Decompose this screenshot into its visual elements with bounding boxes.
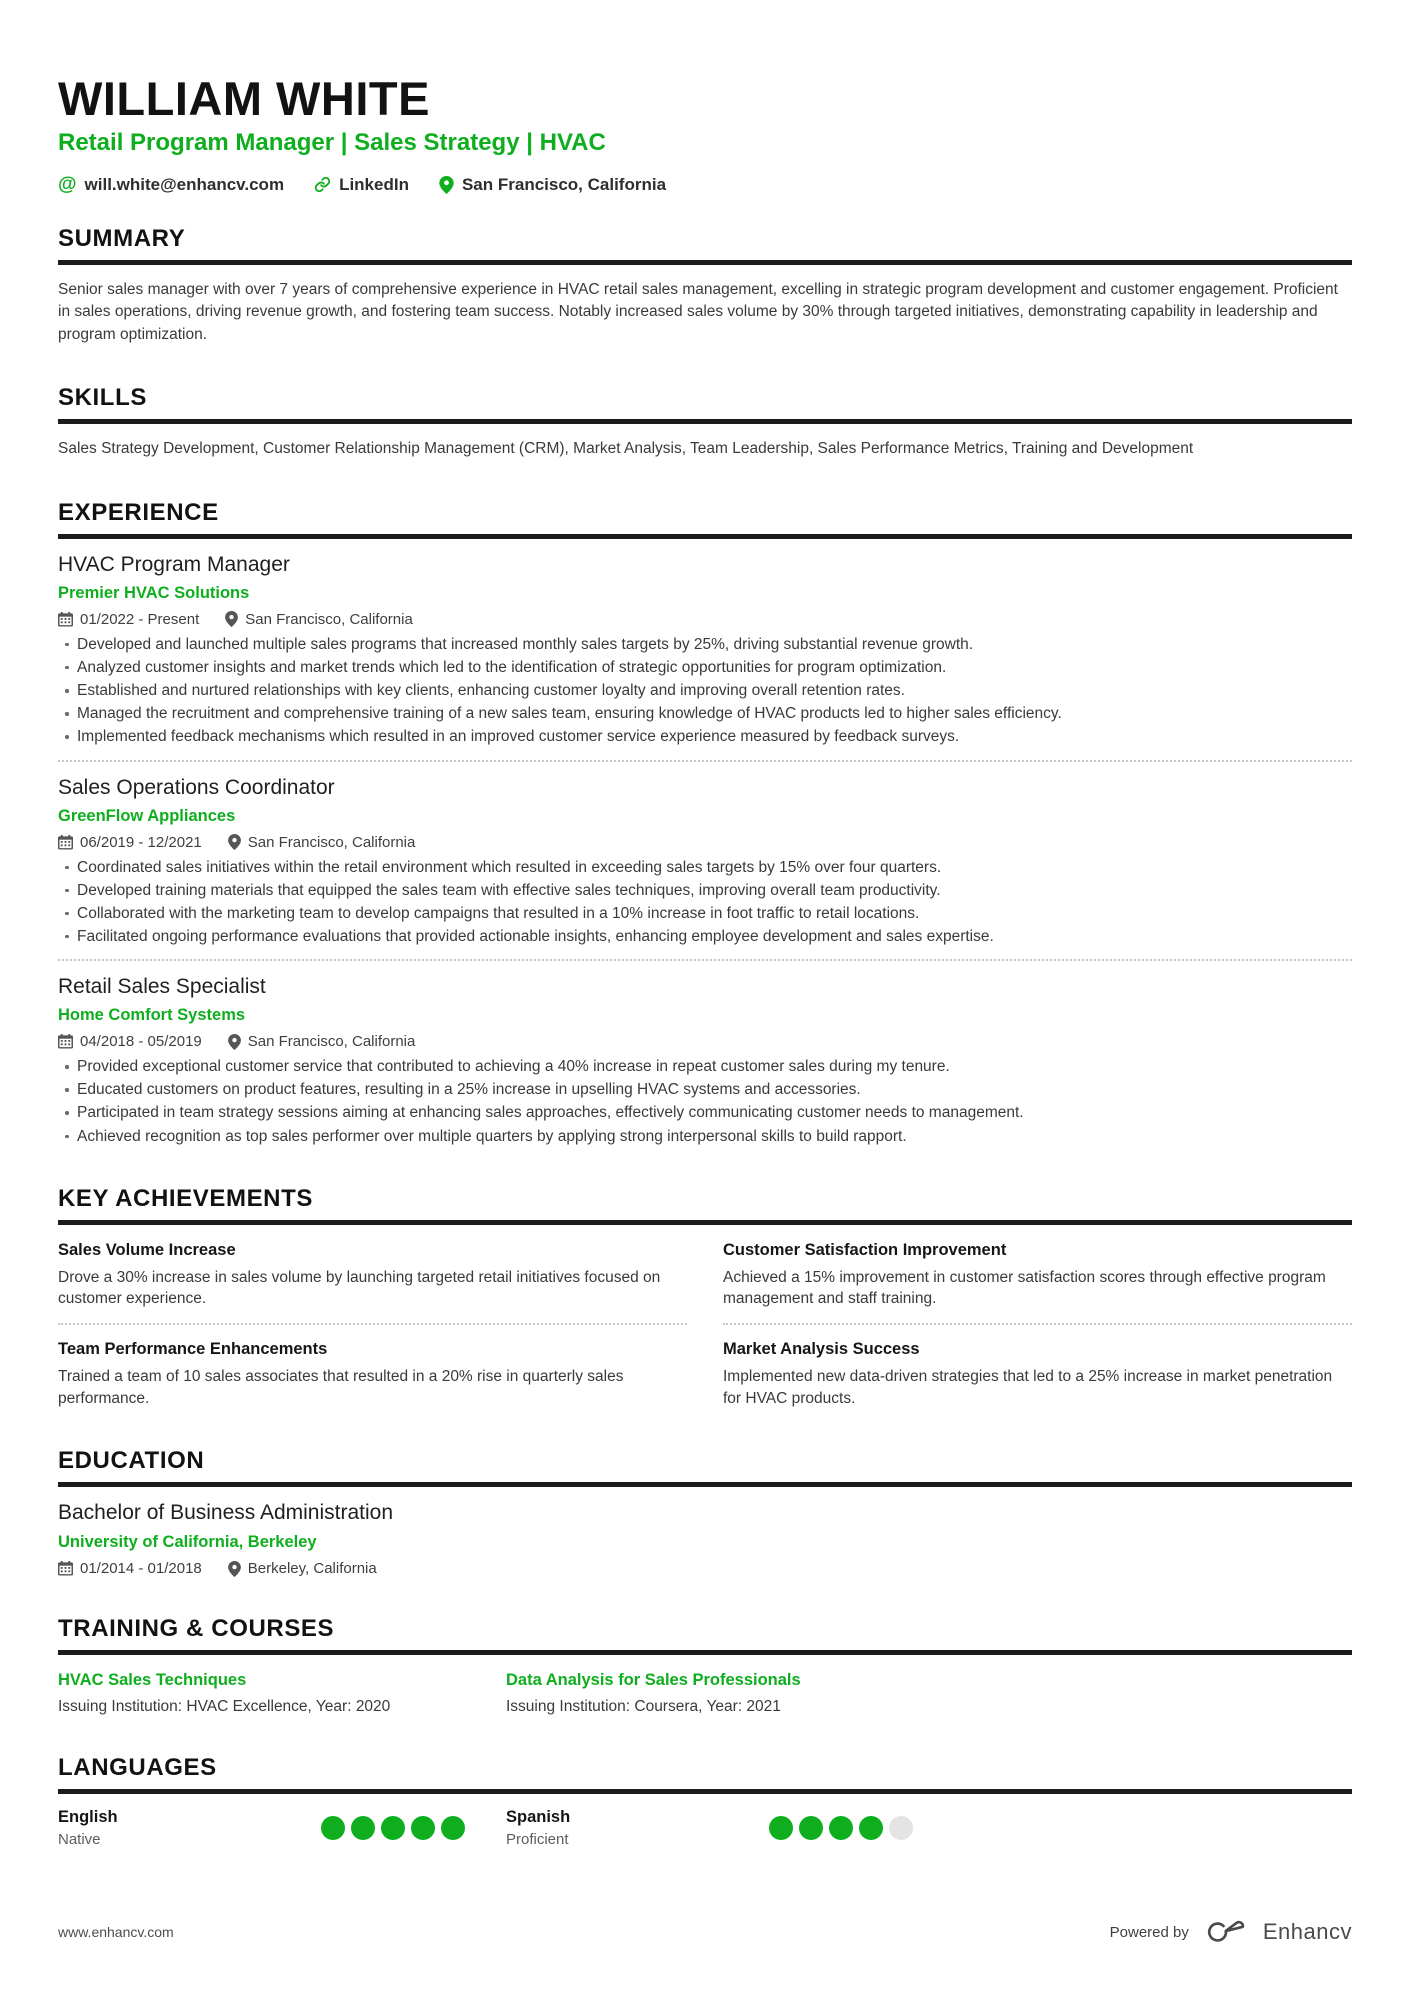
- candidate-headline: Retail Program Manager | Sales Strategy | HVAC: [58, 129, 606, 157]
- section-rule: [58, 534, 1352, 539]
- rating-dot-filled: [441, 1816, 465, 1840]
- education-section: [58, 1447, 1352, 1577]
- job-dates: [58, 611, 199, 628]
- job-dates-text: 04/2018 - 05/2019: [80, 1033, 202, 1051]
- education-location-text: Berkeley, California: [247, 1560, 377, 1578]
- location-text: San Francisco, California: [461, 174, 667, 194]
- summary-section: [58, 225, 1352, 346]
- page-footer: [58, 1917, 1352, 1947]
- rating-dot-filled: [351, 1816, 375, 1840]
- rating-dot-filled: [829, 1816, 853, 1840]
- job-meta-row: [58, 1033, 1352, 1050]
- job-location: [225, 611, 413, 628]
- powered-by-label: Powered by: [1109, 1923, 1189, 1941]
- training-grid: [58, 1669, 1352, 1716]
- summary-text: Senior sales manager with over 7 years of comprehensive experience in HVAC retail sales management, excelling in strategic program development and customer engagement. Proficient in sales operations, driving revenue growth, and fostering team success. Notably increased sales volume by 30% through targeted initiatives, demonstrating capability in leadership and program optimization.: [58, 280, 1338, 343]
- section-rule: [58, 1789, 1352, 1794]
- section-rule: [58, 1482, 1352, 1487]
- job-bullet: Analyzed customer insights and market trends which led to the identification of strategic opportunities for program optimization.: [58, 658, 1352, 678]
- company-name: Premier HVAC Solutions: [58, 583, 250, 602]
- course-item: [506, 1669, 954, 1716]
- education-dates-text: 01/2014 - 01/2018: [80, 1560, 202, 1578]
- job-location: [228, 834, 416, 851]
- education-dates: [58, 1560, 202, 1577]
- section-rule: [58, 1220, 1352, 1225]
- course-item: [58, 1669, 506, 1716]
- job-divider: [58, 959, 1352, 961]
- achievement-text: Implemented new data-driven strategies that led to a 25% increase in market penetration for HVAC products.: [723, 1368, 1333, 1407]
- link-icon: [314, 176, 331, 193]
- achievement-divider: [58, 1323, 687, 1325]
- calendar-icon: [58, 835, 73, 850]
- job-bullet: Implemented feedback mechanisms which resulted in an improved customer service experience measured by feedback surveys.: [58, 727, 1352, 747]
- experience-entry: [58, 776, 1352, 948]
- job-bullet: Participated in team strategy sessions aiming at enhancing sales approaches, effectively communicating customer needs to management.: [58, 1103, 1352, 1123]
- enhancv-brand-text: Enhancv: [1262, 1919, 1352, 1944]
- achievement-title: Team Performance Enhancements: [58, 1340, 328, 1359]
- job-title: HVAC Program Manager: [58, 552, 290, 576]
- enhancv-logo-icon: [1203, 1917, 1249, 1947]
- achievement-text: Achieved a 15% improvement in customer satisfaction scores through effective program management and staff training.: [723, 1268, 1326, 1308]
- section-rule: [58, 1650, 1352, 1655]
- achievement-text: Trained a team of 10 sales associates that resulted in a 20% rise in quarterly sales performance.: [58, 1368, 624, 1407]
- achievement-title: Sales Volume Increase: [58, 1240, 236, 1259]
- job-bullet: Established and nurtured relationships with key clients, enhancing customer loyalty and improving overall retention rates.: [58, 681, 1352, 701]
- location-pin-icon: [228, 1561, 241, 1577]
- experience-entry: [58, 975, 1352, 1147]
- achievements-section: [58, 1185, 1352, 1410]
- experience-entry: [58, 553, 1352, 748]
- course-title: HVAC Sales Techniques: [58, 1671, 247, 1690]
- achievement-item: [723, 1241, 1352, 1310]
- job-bullet: Coordinated sales initiatives within the retail environment which resulted in exceeding sales targets by 15% over four quarters.: [58, 858, 1352, 878]
- enhancv-site-link[interactable]: www.enhancv.com: [58, 1924, 174, 1940]
- job-bullet: Achieved recognition as top sales performer over multiple quarters by applying strong interpersonal skills to build rapport.: [58, 1127, 1352, 1147]
- section-rule: [58, 260, 1352, 265]
- languages-section: [58, 1754, 1352, 1848]
- education-heading: EDUCATION: [58, 1447, 205, 1475]
- job-dates: [58, 1033, 202, 1050]
- email-contact[interactable]: [58, 175, 284, 195]
- job-bullet: Provided exceptional customer service that contributed to achieving a 40% increase in repeat customer sales during my tenure.: [58, 1057, 1352, 1077]
- rating-dot-filled: [321, 1816, 345, 1840]
- linkedin-link[interactable]: [314, 175, 409, 195]
- job-bullet-list: [58, 1057, 1352, 1147]
- job-meta-row: [58, 611, 1352, 628]
- location-pin-icon: [225, 611, 238, 627]
- achievement-title: Customer Satisfaction Improvement: [723, 1240, 1007, 1259]
- job-bullet: Educated customers on product features, resulting in a 25% increase in upselling HVAC systems and accessories.: [58, 1080, 1352, 1100]
- languages-heading: LANGUAGES: [58, 1754, 217, 1782]
- language-labels: [58, 1808, 321, 1848]
- rating-dot-filled: [381, 1816, 405, 1840]
- job-bullet: Facilitated ongoing performance evaluations that provided actionable insights, enhancing employee development and sales expertise.: [58, 927, 1352, 947]
- course-title: Data Analysis for Sales Professionals: [506, 1671, 801, 1690]
- calendar-icon: [58, 612, 73, 627]
- email-at-icon: @: [58, 174, 77, 196]
- location-pin-icon: [228, 1034, 241, 1050]
- language-name: Spanish: [506, 1808, 571, 1827]
- achievements-grid: [58, 1239, 1352, 1410]
- job-bullet: Developed training materials that equipped the sales team with effective sales techniques, improving overall team productivity.: [58, 881, 1352, 901]
- job-location-text: San Francisco, California: [247, 833, 416, 851]
- achievement-item: [58, 1241, 687, 1310]
- job-bullet: Collaborated with the marketing team to develop campaigns that resulted in a 10% increase in foot traffic to retail locations.: [58, 904, 1352, 924]
- languages-grid: [58, 1808, 1352, 1848]
- achievement-divider: [723, 1323, 1352, 1325]
- education-meta-row: [58, 1560, 1352, 1577]
- achievements-column-right: [723, 1239, 1352, 1410]
- language-item: [506, 1808, 954, 1848]
- job-divider: [58, 760, 1352, 762]
- achievement-item: [58, 1340, 687, 1409]
- rating-dot-filled: [859, 1816, 883, 1840]
- school-name: University of California, Berkeley: [58, 1533, 317, 1552]
- summary-heading: SUMMARY: [58, 224, 186, 252]
- job-location-text: San Francisco, California: [247, 1033, 416, 1051]
- rating-dot-empty: [889, 1816, 913, 1840]
- language-rating-dots: [769, 1816, 913, 1840]
- location-pin-icon: [439, 176, 454, 194]
- job-meta-row: [58, 834, 1352, 851]
- job-location: [228, 1033, 416, 1050]
- language-level: Proficient: [506, 1831, 569, 1849]
- job-dates: [58, 834, 202, 851]
- footer-branding: [1110, 1917, 1352, 1947]
- candidate-name: WILLIAM WHITE: [58, 72, 430, 125]
- training-heading: TRAINING & COURSES: [58, 1615, 335, 1643]
- experience-section: [58, 499, 1352, 1147]
- course-detail: Issuing Institution: Coursera, Year: 2021: [506, 1698, 781, 1716]
- job-bullet-list: [58, 858, 1352, 948]
- linkedin-text: LinkedIn: [339, 174, 409, 194]
- language-labels: [506, 1808, 769, 1848]
- company-name: GreenFlow Appliances: [58, 806, 236, 825]
- calendar-icon: [58, 1561, 73, 1576]
- skills-heading: SKILLS: [58, 384, 147, 412]
- skills-text: Sales Strategy Development, Customer Relationship Management (CRM), Market Analysis, Team Leadership, Sales Performance Metrics, Training and Development: [58, 440, 1194, 458]
- section-rule: [58, 419, 1352, 424]
- language-item: [58, 1808, 506, 1848]
- job-bullet: Developed and launched multiple sales programs that increased monthly sales targets by 25%, driving substantial revenue growth.: [58, 635, 1352, 655]
- calendar-icon: [58, 1034, 73, 1049]
- job-bullet: Managed the recruitment and comprehensive training of a new sales team, ensuring knowledge of HVAC products led to higher sales efficiency.: [58, 704, 1352, 724]
- training-section: [58, 1615, 1352, 1716]
- language-level: Native: [58, 1831, 101, 1849]
- achievements-heading: KEY ACHIEVEMENTS: [58, 1184, 313, 1212]
- rating-dot-filled: [799, 1816, 823, 1840]
- contact-row: [58, 175, 1352, 195]
- rating-dot-filled: [769, 1816, 793, 1840]
- language-name: English: [58, 1808, 118, 1827]
- education-location: [228, 1560, 377, 1577]
- experience-heading: EXPERIENCE: [58, 498, 219, 526]
- location-pin-icon: [228, 834, 241, 850]
- job-bullet-list: [58, 635, 1352, 748]
- email-text: will.white@enhancv.com: [84, 174, 285, 194]
- achievements-column-left: [58, 1239, 687, 1410]
- skills-section: [58, 384, 1352, 460]
- job-title: Sales Operations Coordinator: [58, 775, 335, 799]
- job-dates-text: 06/2019 - 12/2021: [80, 833, 202, 851]
- location-contact: [439, 175, 666, 195]
- company-name: Home Comfort Systems: [58, 1006, 246, 1025]
- achievement-title: Market Analysis Success: [723, 1340, 920, 1359]
- job-dates-text: 01/2022 - Present: [80, 610, 200, 628]
- achievement-text: Drove a 30% increase in sales volume by launching targeted retail initiatives focused on customer experience.: [58, 1268, 661, 1308]
- job-location-text: San Francisco, California: [245, 610, 413, 628]
- language-rating-dots: [321, 1816, 465, 1840]
- rating-dot-filled: [411, 1816, 435, 1840]
- course-detail: Issuing Institution: HVAC Excellence, Year: 2020: [58, 1698, 391, 1716]
- achievement-item: [723, 1340, 1352, 1409]
- degree-title: Bachelor of Business Administration: [58, 1501, 394, 1525]
- job-title: Retail Sales Specialist: [58, 975, 266, 999]
- resume-header: [58, 74, 1352, 195]
